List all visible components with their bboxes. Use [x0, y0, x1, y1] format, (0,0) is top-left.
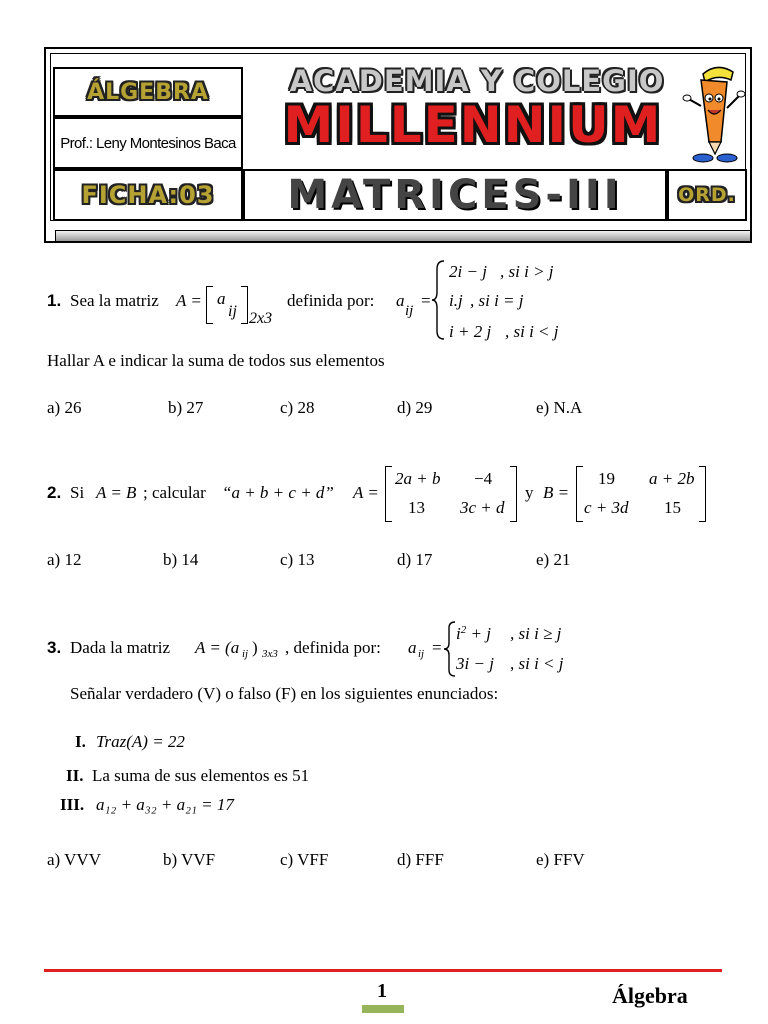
connector: y: [525, 483, 534, 502]
worksheet-title: MATRICES-III: [287, 172, 623, 218]
calculate-text: ; calcular: [143, 483, 206, 502]
header-divider-bar: [55, 230, 751, 242]
answer-option-c[interactable]: c) VFF: [280, 850, 329, 869]
case-condition: , si i > j: [500, 262, 554, 281]
left-bracket: [576, 466, 583, 522]
problem-lead: Si: [70, 483, 85, 502]
matrix-a-name: A =: [353, 483, 379, 502]
answer-option-c[interactable]: c) 13: [280, 550, 315, 569]
subject-label: ÁLGEBRA: [87, 79, 209, 105]
matrix-b-cell: a + 2b: [649, 469, 695, 488]
defined-by-text: definida por:: [287, 291, 375, 310]
left-bracket: [385, 466, 392, 522]
footer-subject: Álgebra: [612, 983, 688, 1008]
professor-cell: [53, 117, 243, 169]
matrix-a-cell: 13: [408, 498, 425, 517]
case-expr: i.j: [449, 291, 463, 310]
sheet-cell: [53, 169, 243, 221]
footer-divider: [44, 969, 722, 972]
matrix-a-cell: 2a + b: [395, 469, 441, 488]
matrix-b-name: B =: [543, 483, 570, 502]
problem-number: 3.: [47, 638, 62, 657]
statement-label: III.: [60, 795, 85, 814]
matrix-dim: 3x3: [262, 648, 278, 660]
matrix-name: A =: [176, 291, 202, 310]
matrix-b-cell: c + 3d: [584, 498, 629, 517]
page-number: 1: [377, 980, 387, 1002]
matrix-definition-close: ): [252, 638, 258, 657]
matrix-a-cell: 3c + d: [460, 498, 505, 517]
statement-text: a₁₂ + a₃₂ + a₂₁ = 17: [96, 795, 234, 814]
curly-brace-icon: [443, 620, 457, 678]
curly-brace-icon: [431, 259, 447, 341]
statement-text: La suma de sus elementos es 51: [92, 766, 310, 785]
header-inner-frame: [50, 53, 746, 221]
subject-cell: [53, 67, 243, 117]
problem-lead: Sea la matriz: [70, 291, 159, 310]
matrix-b-cell: 15: [664, 498, 681, 517]
case-expr: 2i − j: [449, 262, 487, 281]
page-number-underline: [362, 1005, 404, 1013]
cases-lhs: a: [396, 291, 405, 310]
answer-option-e[interactable]: e) N.A: [536, 398, 583, 417]
brand-logo-text: MILLENNIUM: [283, 96, 663, 154]
defined-by-text: , definida por:: [285, 638, 381, 657]
answer-option-c[interactable]: c) 28: [280, 398, 315, 417]
matrix-element-sub: ij: [228, 303, 237, 320]
cases-lhs: a: [408, 638, 417, 657]
answer-option-d[interactable]: d) 29: [397, 398, 433, 417]
answer-option-e[interactable]: e) 21: [536, 550, 571, 569]
case-expr: 3i − j: [456, 654, 494, 673]
academy-name: ACADEMIA Y COLEGIO: [289, 64, 665, 98]
case-expr: i + 2 j: [449, 322, 492, 341]
matrix-dim: 2x3: [249, 310, 273, 327]
target-expression: “a + b + c + d”: [222, 483, 334, 502]
matrix-element: a: [217, 289, 226, 308]
ord-label: ORD.: [678, 184, 736, 206]
matrix-b-cell: 19: [598, 469, 615, 488]
problem-number: 1.: [47, 291, 62, 310]
answer-option-b[interactable]: b) 14: [163, 550, 199, 569]
case-condition: , si i < j: [510, 654, 564, 673]
statement-text: Traz(A) = 22: [96, 732, 185, 751]
matrix-a-cell: −4: [474, 469, 493, 488]
sheet-number: FICHA:03: [81, 181, 215, 209]
answer-option-b[interactable]: b) VVF: [163, 850, 216, 869]
header-frame: [44, 47, 752, 243]
problem-lead: Dada la matriz: [70, 638, 171, 657]
problem-number: 2.: [47, 483, 62, 502]
right-bracket: [241, 286, 248, 324]
professor-name: Prof.: Leny Montesinos Baca: [60, 134, 236, 152]
cases-lhs-sub: ij: [418, 648, 425, 660]
answer-option-a[interactable]: a) 12: [47, 550, 82, 569]
right-bracket: [510, 466, 517, 522]
answer-option-a[interactable]: a) VVV: [47, 850, 101, 869]
answer-option-d[interactable]: d) 17: [397, 550, 433, 569]
equals-sign: =: [421, 291, 431, 310]
ord-cell: [667, 169, 747, 221]
equals-sign: =: [432, 638, 442, 657]
problem-question: Hallar A e indicar la suma de todos sus elementos: [47, 351, 385, 370]
case-condition: , si i ≥ j: [510, 624, 562, 643]
instruction: Señalar verdadero (V) o falso (F) en los siguientes enunciados:: [70, 684, 499, 703]
matrix-definition: A = (a: [195, 638, 240, 657]
left-bracket: [206, 286, 213, 324]
title-cell: [243, 169, 667, 221]
case-condition: , si i < j: [505, 322, 559, 341]
matrix-definition-sub: ij: [242, 648, 249, 660]
answer-option-e[interactable]: e) FFV: [536, 850, 585, 869]
statement-label: II.: [66, 766, 84, 785]
right-bracket: [699, 466, 706, 522]
answer-option-a[interactable]: a) 26: [47, 398, 82, 417]
statement-label: I.: [75, 732, 86, 751]
case-condition: , si i = j: [470, 291, 524, 310]
pencil-mascot-icon: [681, 64, 747, 164]
case-expr: $i^2 + j$: [456, 624, 491, 643]
answer-option-b[interactable]: b) 27: [168, 398, 204, 417]
condition: A = B: [96, 483, 137, 502]
cases-lhs-sub: ij: [405, 303, 414, 319]
answer-option-d[interactable]: d) FFF: [397, 850, 444, 869]
